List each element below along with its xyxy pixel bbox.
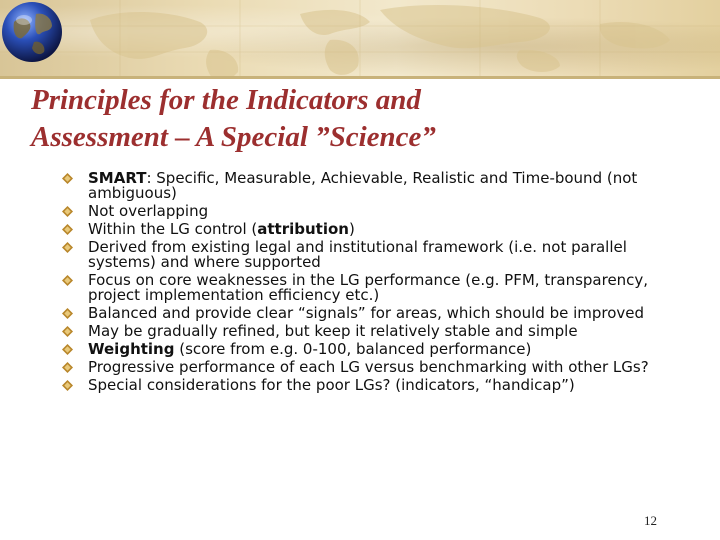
bullet-item-not-overlapping xyxy=(62,204,662,219)
bullet-text: : Specific, Measurable, Achievable, Realistic and Time-bound (not ambiguous) xyxy=(88,169,638,202)
bullet-text: (score from e.g. 0-100, balanced performance) xyxy=(174,340,532,358)
bullet-item-progressive-performance xyxy=(62,360,662,375)
bullet-text: Within the LG control ( xyxy=(88,220,258,238)
bullet-text: May be gradually refined, but keep it relatively stable and simple xyxy=(88,322,578,340)
diamond-bullet-icon xyxy=(62,344,73,355)
world-map-banner xyxy=(0,0,720,78)
bullet-item-legal-framework xyxy=(62,240,662,270)
slide-title-line-1: Principles for the Indicators and xyxy=(31,84,421,116)
diamond-bullet-icon xyxy=(62,173,73,184)
globe-icon xyxy=(0,0,64,64)
diamond-bullet-icon xyxy=(62,224,73,235)
bullet-text: Progressive performance of each LG versus benchmarking with other LGs? xyxy=(88,358,649,376)
diamond-bullet-icon xyxy=(62,380,73,391)
bullet-list xyxy=(62,171,662,396)
bullet-item-balanced-signals xyxy=(62,306,662,321)
bullet-item-attribution xyxy=(62,222,662,237)
banner-divider xyxy=(0,76,720,79)
world-map-graphic xyxy=(0,0,720,78)
diamond-bullet-icon xyxy=(62,308,73,319)
bullet-item-poor-lgs xyxy=(62,378,662,393)
bullet-bold-text: SMART xyxy=(88,169,147,187)
diamond-bullet-icon xyxy=(62,326,73,337)
bullet-bold-text: Weighting xyxy=(88,340,175,358)
diamond-bullet-icon xyxy=(62,242,73,253)
bullet-text: Not overlapping xyxy=(88,202,209,220)
bullet-text: Balanced and provide clear “signals” for areas, which should be improved xyxy=(88,304,645,322)
bullet-text: Special considerations for the poor LGs? (indicators, “handicap”) xyxy=(88,376,575,394)
bullet-bold-text: attribution xyxy=(257,220,349,238)
slide-title xyxy=(31,82,691,156)
bullet-item-weighting xyxy=(62,342,662,357)
bullet-text: ) xyxy=(348,220,355,238)
diamond-bullet-icon xyxy=(62,275,73,286)
bullet-item-core-weaknesses xyxy=(62,273,662,303)
diamond-bullet-icon xyxy=(62,362,73,373)
bullet-text: Focus on core weaknesses in the LG performance (e.g. PFM, transparency, project implementation efficiency etc.) xyxy=(88,271,649,304)
bullet-item-gradually-refined xyxy=(62,324,662,339)
page-number: 12 xyxy=(644,513,657,528)
diamond-bullet-icon xyxy=(62,206,73,217)
bullet-text: Derived from existing legal and institutional framework (i.e. not parallel systems) and where supported xyxy=(88,238,627,271)
slide-title-line-2: Assessment – A Special ”Science” xyxy=(31,121,436,153)
bullet-item-smart xyxy=(62,171,662,201)
